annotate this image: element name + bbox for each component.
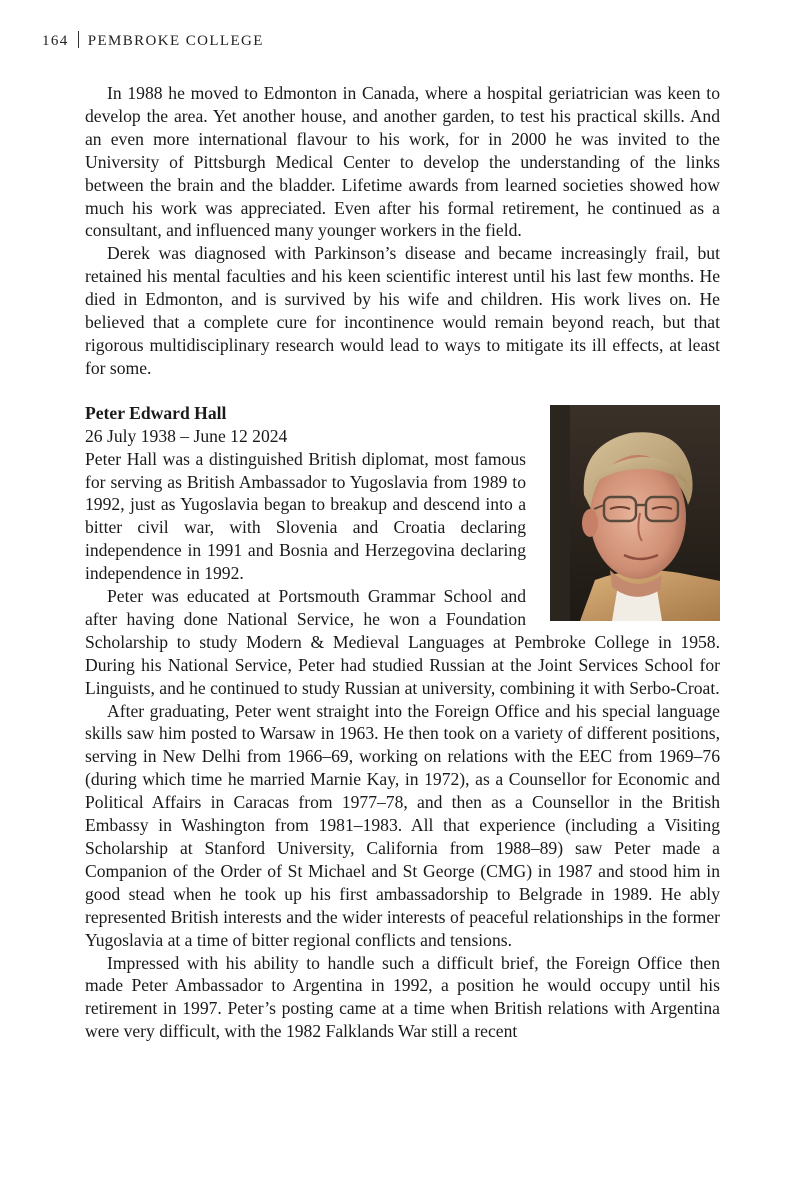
header-divider [78, 31, 79, 48]
paragraph: Impressed with his ability to handle such a difficult brief, the Foreign Office then made Peter Ambassador to Argentina in 1992, a position he would occupy until his retirement in 1997. Peter’s posting came at a time when British relations with Argentina were very difficult, with the 1982 Falklands War still a recent [85, 952, 720, 1042]
paragraph: Peter Hall was a distinguished British diplomat, most famous for serving as British Ambassador to Yugoslavia from 1989 to 1992, just as Yugoslavia began to breakup and descend into a bitter civil war, with Slovenia and Croatia declaring independence in 1991 and Bosnia and Herzegovina declaring independence in 1992. [85, 448, 526, 584]
paragraph: Peter was educated at Portsmouth Grammar School and after having done National Service, he won a Foundation Scholarship to study Modern & Medieval Languages at Pembroke College in 1958. During his National Service, Peter had studied Russian at the Joint Services School for Linguists, and he continued to study Russian at university, combining it with Serbo-Croat. [85, 586, 720, 698]
running-head [42, 31, 264, 50]
body-text [85, 82, 720, 1043]
page-number: 164 [42, 33, 69, 49]
paragraph: Derek was diagnosed with Parkinson’s disease and became increasingly frail, but retained his mental faculties and his keen scientific interest until his last few months. He died in Edmonton, and is survived by his wife and children. His work lives on. He believed that a complete cure for incontinence would remain beyond reach, but that rigorous multidisciplinary research would lead to ways to mitigate its ill effects, at least for some. [85, 243, 720, 378]
obituary-entry [85, 402, 720, 1043]
obituary-dates: 26 July 1938 – June 12 2024 [85, 425, 288, 446]
obituary-name: Peter Edward Hall [85, 402, 227, 423]
running-title: PEMBROKE COLLEGE [87, 33, 264, 49]
paragraph: After graduating, Peter went straight into the Foreign Office and his special language skills saw him posted to Warsaw in 1963. He then took on a variety of different positions, serving in New Delhi from 1966–69, working on relations with the EEC from 1969–76 (during which time he married Marnie Kay, in 1972), as a Counsellor for Economic and Political Affairs in Caracas from 1977–78, and then as a Counsellor in the British Embassy in Washington from 1981–1983. All that experience (including a Visiting Scholarship at Stanford University, California from 1988–89) saw Peter made a Companion of the Order of St Michael and St George (CMG) in 1987 and stood him in good stead when he took up his first ambassadorship to Belgrade in 1989. He ably represented British interests and the wider interests of peaceful relationships in the former Yugoslavia at a time of bitter regional conflicts and tensions. [85, 700, 720, 950]
portrait-photo [550, 405, 720, 621]
paragraph: In 1988 he moved to Edmonton in Canada, where a hospital geriatrician was keen to develop the area. Yet another house, and another garden, to test his practical skills. And an even more international flavour to his work, for in 2000 he was invited to the University of Pittsburgh Medical Center to develop the understanding of the links between the brain and the bladder. Lifetime awards from learned societies showed how much his work was appreciated. Even after his formal retirement, he continued as a consultant, and influenced many younger workers in the field. [85, 83, 720, 241]
